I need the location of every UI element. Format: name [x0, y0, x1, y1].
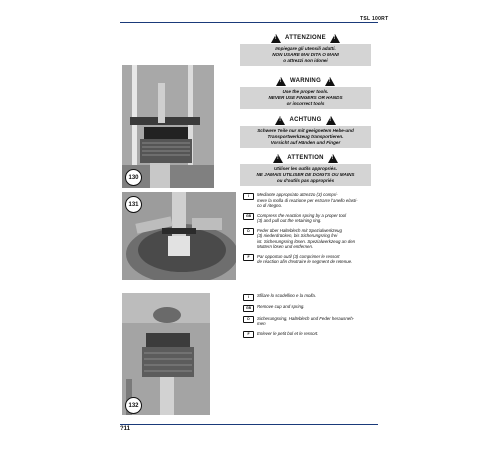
- warning-en-line: Use the proper tools.: [282, 88, 329, 94]
- step-line: Par opportun outil (3) comprimer le ressort: [257, 253, 340, 259]
- warning-de-body: [240, 126, 371, 148]
- warning-de-title: ACHTUNG: [289, 117, 322, 123]
- warning-it-head: [240, 32, 371, 44]
- step-de: [243, 228, 377, 250]
- step-line: Muttern lösen und entfernen.: [257, 244, 314, 250]
- document-code: TSL 100RT: [360, 16, 389, 22]
- warning-it: [240, 32, 371, 66]
- photo-fig-131: [122, 192, 236, 280]
- warning-fr-line: Utiliser les outils appropriés.: [273, 165, 338, 171]
- warning-fr-body: [240, 164, 371, 186]
- step-text: [257, 192, 358, 209]
- fig-130-badge: [125, 169, 142, 186]
- step-line: de réaction afin d'extraire le segment de retenue.: [257, 259, 353, 265]
- warning-triangle-icon: [271, 34, 281, 43]
- step-text: [257, 213, 346, 224]
- footer-rule: [120, 424, 378, 425]
- fig-132-number: 132: [128, 402, 139, 409]
- step-text: [257, 304, 305, 312]
- step-line: (3) and pull out the retaining ring.: [257, 218, 322, 224]
- warning-de: [240, 114, 371, 148]
- step-text: [257, 331, 319, 339]
- step-text: [257, 228, 355, 250]
- warning-triangle-icon: [275, 116, 285, 125]
- steps-fig-132: [243, 293, 377, 342]
- warning-it-title: ATTENZIONE: [285, 35, 326, 41]
- warning-en-line: NEVER USE FINGERS OR HANDS: [268, 94, 343, 100]
- warning-en-line: or incorrect tools: [286, 100, 325, 106]
- steps-fig-131: [243, 192, 377, 269]
- step-line: mere la molla di reazione per estrarre l'anello elasti-: [257, 197, 358, 203]
- step-text: [257, 254, 352, 265]
- warning-fr: [240, 152, 371, 186]
- warning-de-head: [240, 114, 371, 126]
- warning-triangle-icon: [276, 77, 286, 86]
- step-fr: [243, 254, 377, 265]
- warning-it-line: NON USARE MAI DITA O MANI: [272, 51, 339, 57]
- step-line: Feder über Halteblech mit Spezialwerkzeug: [257, 227, 342, 233]
- fig-131-badge: [125, 196, 142, 213]
- warning-fr-title: ATTENTION: [287, 155, 324, 161]
- warning-it-line: Impiegare gli utensili adatti.: [275, 45, 336, 51]
- warning-en-body: [240, 87, 371, 109]
- warning-it-line: o attrezzi non idonei: [283, 57, 328, 63]
- photo-fig-130: [122, 65, 214, 188]
- warning-en-head: [240, 75, 371, 87]
- step-de: [243, 316, 377, 327]
- step-line: Remove cup and spring.: [257, 304, 305, 310]
- language-flag-de: D: [243, 228, 254, 235]
- step-it: [243, 293, 377, 301]
- warning-it-body: [240, 44, 371, 66]
- language-flag-gb: GB: [243, 213, 254, 220]
- warning-de-line: Vorsicht auf Händen und Finger: [270, 139, 341, 145]
- step-line: co di ritegno.: [257, 203, 283, 209]
- step-text: [257, 316, 354, 327]
- language-flag-it: I: [243, 294, 254, 301]
- step-line: Sicherungsring, Halteblech und Feder herausneh-: [257, 315, 355, 321]
- language-flag-fr: F: [243, 254, 254, 261]
- language-flag-gb: GB: [243, 305, 254, 312]
- warning-triangle-icon: [326, 116, 336, 125]
- step-line: (3) niederdrücken, bis Sicherungsring frei: [257, 233, 338, 239]
- step-en: [243, 304, 377, 312]
- warning-triangle-icon: [325, 77, 335, 86]
- step-en: [243, 213, 377, 224]
- photo-fig-132: [122, 293, 210, 415]
- step-line: Compress the reaction spring by a proper tool: [257, 212, 347, 218]
- step-line: Mediante appropriato attrezzo (3) compri-: [257, 192, 338, 197]
- step-line: Enlever le petit bol et le ressort.: [257, 330, 319, 336]
- fig-130-number: 130: [128, 174, 139, 181]
- warning-fr-head: [240, 152, 371, 164]
- language-flag-fr: F: [243, 331, 254, 338]
- step-line: men: [257, 321, 266, 327]
- step-it: [243, 192, 377, 209]
- warning-fr-line: ou d'outils pas appropriés: [276, 177, 335, 183]
- language-flag-it: I: [243, 193, 254, 200]
- warning-de-line: Schwere Teile nur mit geeignetem Hebe-und: [257, 127, 354, 133]
- step-fr: [243, 331, 377, 339]
- warning-fr-line: NE JAMAIS UTILISER DE DOIGTS OU MAINS: [256, 171, 355, 177]
- fig-132-badge: [125, 397, 142, 414]
- step-line: Sfilare lo scodellino e la molla.: [257, 293, 317, 298]
- warning-en-title: WARNING: [289, 78, 322, 84]
- fig-131-number: 131: [128, 201, 139, 208]
- warning-triangle-icon: [273, 154, 283, 163]
- step-line: ist. Sicherungsring lösen. Spezialwerkzeug an den: [257, 238, 356, 244]
- warning-de-line: Transportwerkzeug transportieren.: [267, 133, 344, 139]
- header-rule: [120, 22, 378, 23]
- warning-triangle-icon: [330, 34, 340, 43]
- step-text: [257, 293, 316, 301]
- warning-triangle-icon: [328, 154, 338, 163]
- language-flag-de: D: [243, 316, 254, 323]
- page-number: ?11: [120, 426, 131, 432]
- warning-en: [240, 75, 371, 109]
